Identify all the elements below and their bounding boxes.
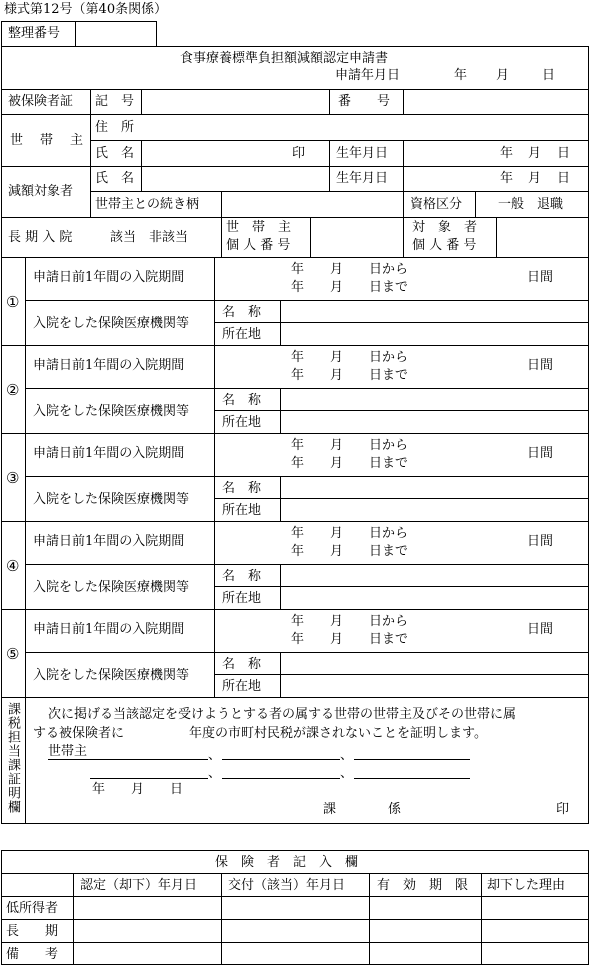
head-num-line2: 個 人 番 号	[226, 238, 291, 253]
tax-seal: 印	[556, 802, 570, 817]
period-to: 年 月 日まで	[291, 632, 409, 647]
hospital-name-label: 名 称	[222, 569, 262, 584]
kigo-field[interactable]	[142, 90, 328, 114]
hospital-name-label: 名 称	[222, 393, 262, 408]
hospital-name-field[interactable]	[281, 565, 588, 586]
period-days: 日間	[527, 358, 554, 373]
ka-label: 課 係	[323, 802, 402, 817]
target-num-line1: 対 象 者	[412, 220, 478, 235]
target-birth-year: 年	[500, 171, 514, 186]
period-from: 年 月 日から	[291, 438, 409, 453]
col-header-2: 交付（該当）年月日	[228, 878, 346, 893]
period-vline	[214, 609, 215, 697]
tax-date: 年 月 日	[92, 782, 184, 797]
row-label-remarks: 備 考	[6, 947, 59, 962]
seiri-label: 整理番号	[8, 26, 61, 41]
bango-field[interactable]	[404, 90, 588, 114]
period-label: 申請日前1年間の入院期間	[33, 358, 185, 373]
apply-date-label: 申請年月日	[335, 68, 401, 83]
hospital-address-field[interactable]	[281, 499, 588, 520]
shikaku-label: 資格区分	[410, 197, 463, 212]
hospital-name-label: 名 称	[222, 305, 262, 320]
period-from: 年 月 日から	[291, 614, 409, 629]
period-number: ③	[6, 469, 20, 487]
hospital-label: 入院をした保険医療機関等	[33, 580, 190, 595]
period-from: 年 月 日から	[291, 350, 409, 365]
period-to: 年 月 日まで	[291, 368, 409, 383]
period-vline	[214, 521, 215, 609]
long-value[interactable]: 該当 非該当	[110, 230, 189, 245]
period-label: 申請日前1年間の入院期間	[33, 534, 185, 549]
comma-2: 、	[340, 748, 354, 763]
head-name-label: 氏 名	[95, 146, 135, 161]
form-code: 様式第12号（第40条関係）	[4, 2, 168, 17]
hospital-name-label: 名 称	[222, 481, 262, 496]
period-days: 日間	[527, 534, 554, 549]
period-from: 年 月 日から	[291, 262, 409, 277]
long-label: 長 期 入 院	[8, 230, 73, 245]
period-label: 申請日前1年間の入院期間	[33, 446, 185, 461]
target-birth-month: 月	[528, 171, 542, 186]
head-address-label: 住 所	[95, 120, 135, 135]
tax-text-line1: 次に掲げる当該認定を受けようとする者の属する世帯の世帯主及びその世帯に属	[48, 707, 517, 722]
hospital-name-field[interactable]	[281, 477, 588, 498]
head-birth-year: 年	[500, 146, 514, 161]
hospital-address-field[interactable]	[281, 411, 588, 432]
apply-day: 日	[542, 68, 556, 83]
hospital-label: 入院をした保険医療機関等	[33, 404, 190, 419]
target-birth-label: 生年月日	[336, 171, 389, 186]
setainushi-label: 世 帯 主	[10, 133, 86, 148]
period-days: 日間	[527, 622, 554, 637]
row-label-low-income: 低所得者	[6, 901, 59, 916]
period-vline	[25, 433, 26, 521]
shikaku-value[interactable]: 一般 退職	[498, 197, 564, 212]
head-num-line1: 世 帯 主	[226, 220, 292, 235]
period-to: 年 月 日まで	[291, 456, 409, 471]
hospital-address-field[interactable]	[281, 675, 588, 696]
row-label-long: 長 期	[6, 924, 59, 939]
hospital-address-label: 所在地	[222, 415, 262, 430]
period-vline	[25, 609, 26, 697]
head-birth-day: 日	[557, 146, 571, 161]
head-birth-label: 生年月日	[336, 146, 389, 161]
comma-4: 、	[340, 766, 354, 781]
period-vline	[25, 345, 26, 433]
head-address-field[interactable]	[142, 115, 588, 140]
insurer-title: 保 険 者 記 入 欄	[215, 855, 359, 870]
kigo-label: 記 号	[95, 94, 135, 109]
hospital-name-field[interactable]	[281, 389, 588, 410]
period-vline	[25, 521, 26, 609]
apply-month: 月	[496, 68, 510, 83]
tax-text-line2: する被保険者に 年度の市町村民税が課されないことを証明します。	[33, 726, 487, 741]
target-num-line2: 個 人 番 号	[412, 238, 477, 253]
seiri-field[interactable]	[77, 22, 153, 45]
hospital-address-label: 所在地	[222, 591, 262, 606]
target-name-label: 氏 名	[95, 171, 135, 186]
hospital-name-field[interactable]	[281, 301, 588, 322]
insured-label: 被保険者証	[8, 94, 74, 109]
hospital-name-label: 名 称	[222, 657, 262, 672]
hospital-label: 入院をした保険医療機関等	[33, 668, 190, 683]
period-number: ①	[6, 293, 20, 311]
form-title: 食事療養標準負担額減額認定申請書	[180, 51, 389, 66]
period-to: 年 月 日まで	[291, 544, 409, 559]
period-number: ⑤	[6, 645, 20, 663]
head-birth-month: 月	[528, 146, 542, 161]
period-vline	[214, 345, 215, 433]
period-days: 日間	[527, 446, 554, 461]
target-label: 減額対象者	[8, 184, 74, 199]
head-seal: 印	[292, 146, 306, 161]
period-days: 日間	[527, 270, 554, 285]
period-divider	[1, 433, 589, 434]
hospital-address-label: 所在地	[222, 327, 262, 342]
col-header-4: 却下した理由	[487, 878, 566, 893]
period-number: ④	[6, 557, 20, 575]
col-header-3: 有 効 期 限	[377, 878, 469, 893]
hospital-address-label: 所在地	[222, 679, 262, 694]
period-number: ②	[6, 381, 20, 399]
period-label: 申請日前1年間の入院期間	[33, 622, 185, 637]
comma-3: 、	[208, 766, 222, 781]
period-to: 年 月 日まで	[291, 280, 409, 295]
comma-1: 、	[208, 748, 222, 763]
hospital-name-field[interactable]	[281, 653, 588, 674]
period-divider	[1, 609, 589, 610]
period-label: 申請日前1年間の入院期間	[33, 270, 185, 285]
period-vline	[25, 257, 26, 345]
relation-label: 世帯主との続き柄	[95, 197, 200, 212]
period-from: 年 月 日から	[291, 526, 409, 541]
bango-label: 番 号	[338, 94, 391, 109]
period-divider	[1, 521, 589, 522]
hospital-address-field[interactable]	[281, 587, 588, 608]
target-birth-day: 日	[557, 171, 571, 186]
period-vline	[214, 257, 215, 345]
hospital-address-field[interactable]	[281, 323, 588, 344]
hospital-label: 入院をした保険医療機関等	[33, 316, 190, 331]
apply-year: 年	[454, 68, 468, 83]
hospital-address-label: 所在地	[222, 503, 262, 518]
period-vline	[214, 433, 215, 521]
period-divider	[1, 345, 589, 346]
tax-head-label: 世帯主	[48, 744, 88, 759]
hospital-label: 入院をした保険医療機関等	[33, 492, 190, 507]
col-header-1: 認定（却下）年月日	[80, 878, 198, 893]
tax-side-label: 課税担当課証明欄	[5, 702, 20, 814]
